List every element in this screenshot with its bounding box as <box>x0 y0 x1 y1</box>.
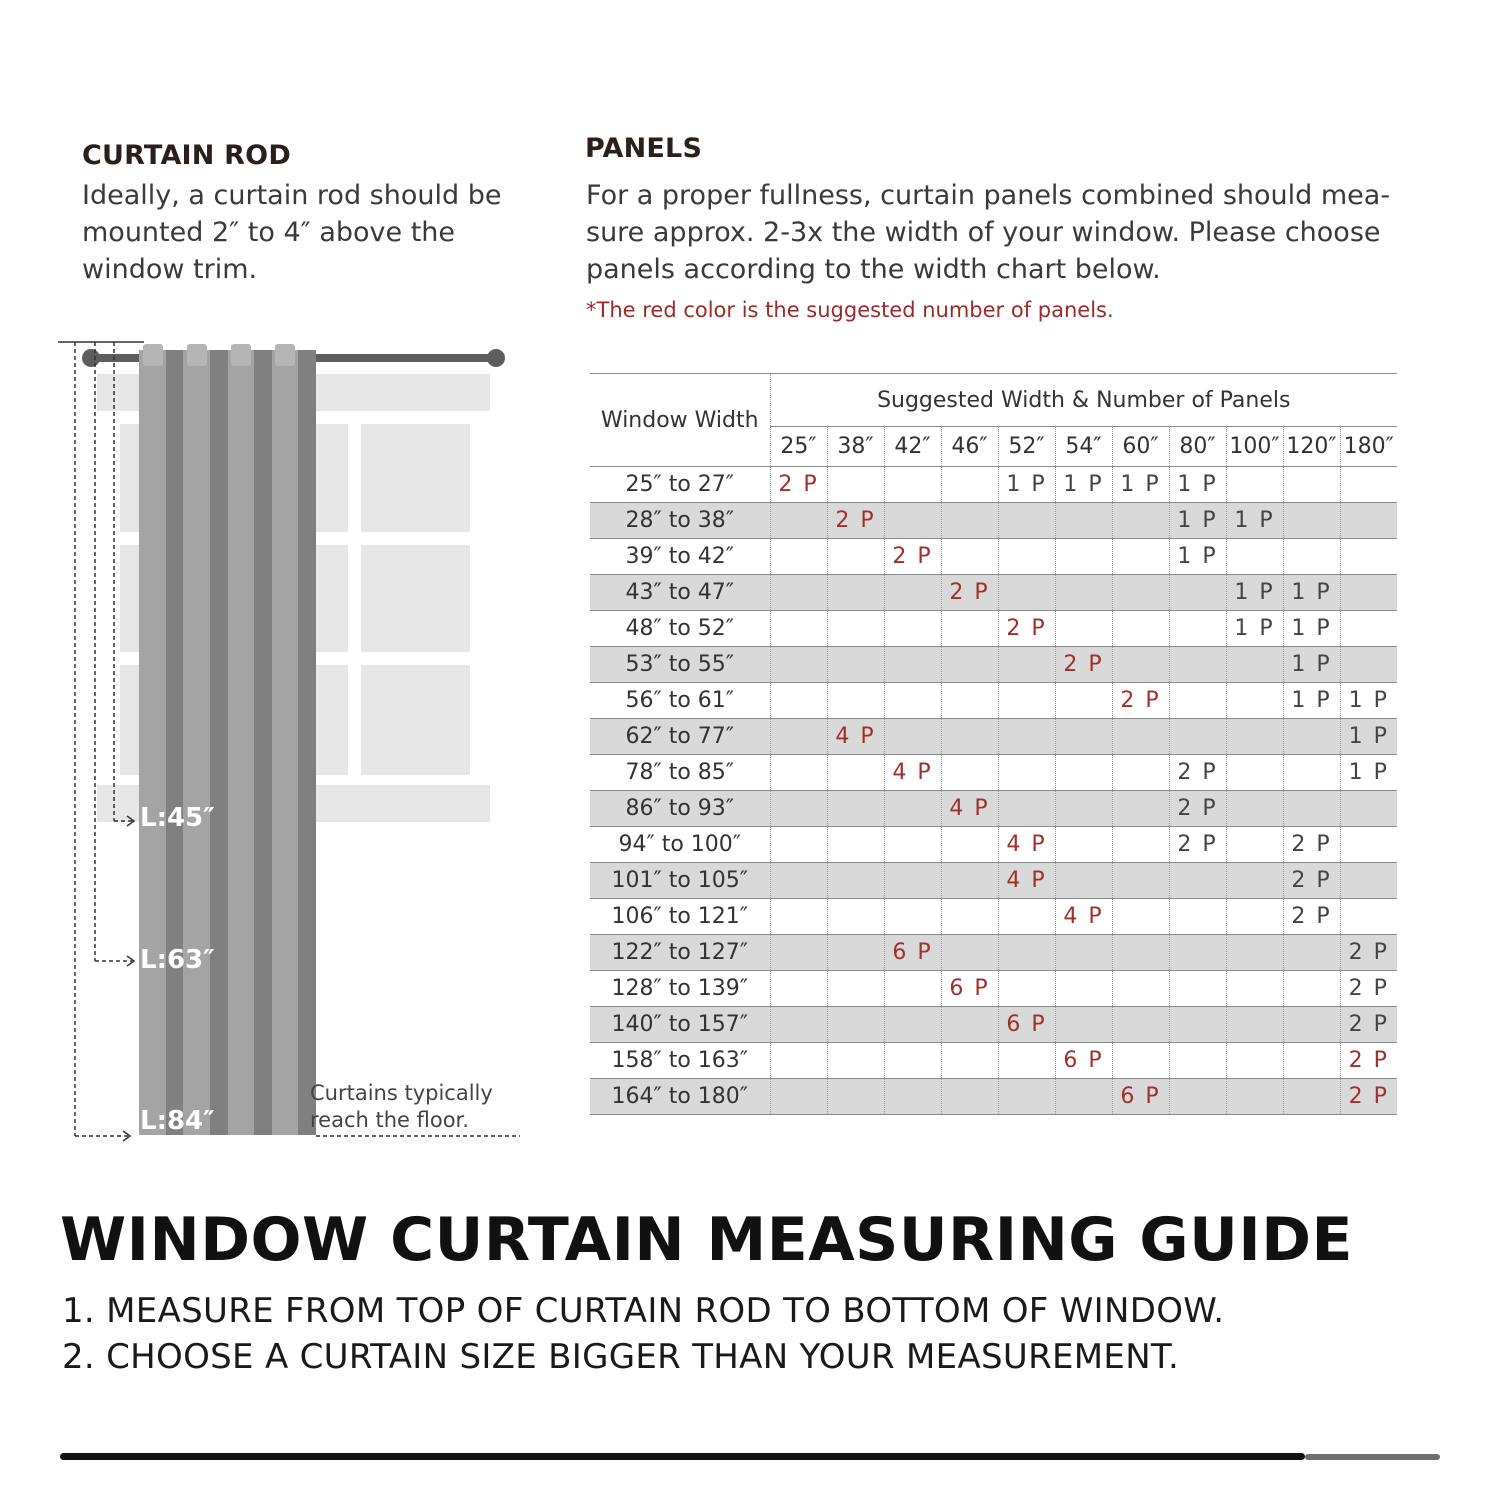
length-label-84: L:84″ <box>140 1106 215 1136</box>
curtain-fold <box>166 350 183 1135</box>
panel-count <box>1169 971 1226 1007</box>
panel-count <box>1340 827 1397 863</box>
panel-count <box>1283 1043 1340 1079</box>
window-width-range: 128″ to 139″ <box>590 971 770 1007</box>
panel-count <box>998 899 1055 935</box>
panel-count <box>1112 971 1169 1007</box>
panels-line: panels according to the width chart below. <box>586 254 1161 285</box>
table-row <box>590 1007 1397 1043</box>
panel-count <box>998 755 1055 791</box>
panel-count <box>998 791 1055 827</box>
panel-count <box>884 719 941 755</box>
suggested-panel-count: 6 P <box>1055 1043 1112 1079</box>
panel-count: 1 P <box>1169 503 1226 539</box>
panel-count <box>1283 971 1340 1007</box>
panel-count <box>1226 539 1283 575</box>
panel-count <box>1055 683 1112 719</box>
suggested-panel-count: 2 P <box>1112 683 1169 719</box>
window-pane <box>361 545 470 652</box>
floor-caption-line: reach the floor. <box>310 1108 469 1132</box>
panel-count <box>770 719 827 755</box>
suggested-panel-count: 4 P <box>941 791 998 827</box>
table-row <box>590 539 1397 575</box>
panel-count <box>1340 539 1397 575</box>
suggested-panel-count: 2 P <box>884 539 941 575</box>
panel-count <box>827 899 884 935</box>
panel-count <box>1226 1007 1283 1043</box>
panel-count <box>1283 539 1340 575</box>
window-width-range: 28″ to 38″ <box>590 503 770 539</box>
suggested-panel-count: 6 P <box>941 971 998 1007</box>
panel-count <box>1169 719 1226 755</box>
panel-count: 2 P <box>1283 899 1340 935</box>
panel-count <box>1112 935 1169 971</box>
guide-step-2: 2. CHOOSE A CURTAIN SIZE BIGGER THAN YOUR MEASUREMENT. <box>62 1337 1180 1377</box>
panel-count <box>941 827 998 863</box>
table-row <box>590 611 1397 647</box>
panel-count <box>998 1079 1055 1115</box>
panel-count <box>1340 791 1397 827</box>
window-width-range: 25″ to 27″ <box>590 467 770 503</box>
suggested-panel-count: 4 P <box>998 827 1055 863</box>
window-pane <box>361 424 470 532</box>
panel-count: 1 P <box>1169 467 1226 503</box>
panels-line: sure approx. 2-3x the width of your window. Please choose <box>586 217 1381 248</box>
table-row <box>590 899 1397 935</box>
suggested-panel-count: 2 P <box>998 611 1055 647</box>
panel-count <box>1169 863 1226 899</box>
panels-heading: PANELS <box>585 133 703 164</box>
panel-count <box>1226 863 1283 899</box>
suggested-panel-count: 6 P <box>1112 1079 1169 1115</box>
table-row <box>590 935 1397 971</box>
table-row <box>590 719 1397 755</box>
panel-count <box>1112 647 1169 683</box>
panel-count <box>770 647 827 683</box>
suggested-panel-count: 2 P <box>941 575 998 611</box>
panel-count: 1 P <box>1112 467 1169 503</box>
panel-count <box>941 1043 998 1079</box>
panel-count: 1 P <box>1283 575 1340 611</box>
panel-count <box>1340 503 1397 539</box>
panel-count <box>827 1079 884 1115</box>
window-width-header: Window Width <box>590 374 770 467</box>
curtain-fold <box>254 350 272 1135</box>
panel-count <box>1169 1079 1226 1115</box>
panel-count <box>884 899 941 935</box>
panel-count <box>827 539 884 575</box>
grommet <box>143 344 163 366</box>
panel-count <box>941 503 998 539</box>
panel-count: 1 P <box>998 467 1055 503</box>
panel-count <box>1340 575 1397 611</box>
table-row <box>590 683 1397 719</box>
panel-count <box>884 683 941 719</box>
panel-count <box>941 935 998 971</box>
suggested-panel-count: 4 P <box>884 755 941 791</box>
table-row <box>590 863 1397 899</box>
panel-count <box>998 539 1055 575</box>
panel-count <box>1226 935 1283 971</box>
panel-count <box>941 467 998 503</box>
table-row <box>590 1043 1397 1079</box>
guide-step-1: 1. MEASURE FROM TOP OF CURTAIN ROD TO BOTTOM OF WINDOW. <box>62 1291 1225 1331</box>
panel-count <box>1283 791 1340 827</box>
panel-size-table <box>590 373 1397 1115</box>
panel-count <box>998 971 1055 1007</box>
curtain-rod-description <box>82 177 501 288</box>
panel-count: 2 P <box>1340 971 1397 1007</box>
panel-count <box>998 935 1055 971</box>
panel-count <box>998 503 1055 539</box>
panel-count: 2 P <box>1283 863 1340 899</box>
panel-count <box>1226 755 1283 791</box>
panel-count <box>884 1043 941 1079</box>
panel-count <box>1226 683 1283 719</box>
panel-count <box>941 899 998 935</box>
table-row <box>590 971 1397 1007</box>
panel-count <box>941 863 998 899</box>
panel-count <box>1283 935 1340 971</box>
panel-count <box>1226 971 1283 1007</box>
panel-count <box>1340 611 1397 647</box>
window-width-range: 53″ to 55″ <box>590 647 770 683</box>
grommet <box>275 344 295 366</box>
panel-count <box>884 467 941 503</box>
panel-count <box>770 1079 827 1115</box>
panel-count: 2 P <box>1169 755 1226 791</box>
guide-title: WINDOW CURTAIN MEASURING GUIDE <box>60 1205 1354 1275</box>
suggested-panel-count: 2 P <box>827 503 884 539</box>
panel-count <box>770 1007 827 1043</box>
panels-line: For a proper fullness, curtain panels combined should mea- <box>586 180 1391 211</box>
panel-count: 2 P <box>1340 935 1397 971</box>
panel-count <box>770 827 827 863</box>
suggested-color-note: *The red color is the suggested number of panels. <box>586 298 1114 322</box>
curtain-fold <box>228 350 254 1135</box>
panel-count <box>1169 1043 1226 1079</box>
panel-count <box>1055 1007 1112 1043</box>
panel-count <box>1112 539 1169 575</box>
length-label-63: L:63″ <box>140 945 215 975</box>
panel-count: 2 P <box>1340 1007 1397 1043</box>
panel-count <box>1112 827 1169 863</box>
window-width-range: 158″ to 163″ <box>590 1043 770 1079</box>
panel-count: 2 P <box>1283 827 1340 863</box>
panel-count <box>1055 1079 1112 1115</box>
panel-count <box>1055 863 1112 899</box>
panel-count <box>1112 503 1169 539</box>
panel-count <box>941 683 998 719</box>
panel-count: 1 P <box>1283 611 1340 647</box>
panel-count <box>827 1043 884 1079</box>
table-row <box>590 1079 1397 1115</box>
panel-count <box>1055 719 1112 755</box>
panel-count <box>1226 647 1283 683</box>
panel-count <box>1055 935 1112 971</box>
panel-count <box>827 575 884 611</box>
panel-count <box>1055 503 1112 539</box>
panel-count <box>1055 611 1112 647</box>
panel-count <box>1055 539 1112 575</box>
rod-finial-left <box>82 349 100 367</box>
panel-count <box>1169 935 1226 971</box>
window-width-range: 78″ to 85″ <box>590 755 770 791</box>
panel-count <box>884 1079 941 1115</box>
panel-count <box>998 683 1055 719</box>
panel-count <box>884 647 941 683</box>
panel-count <box>827 611 884 647</box>
rod-finial-right <box>487 349 505 367</box>
panel-count <box>998 647 1055 683</box>
panel-count: 1 P <box>1340 719 1397 755</box>
length-label-45: L:45″ <box>140 803 215 833</box>
panel-count <box>941 719 998 755</box>
table-row <box>590 503 1397 539</box>
panel-count <box>770 1043 827 1079</box>
floor-caption-line: Curtains typically <box>310 1081 493 1105</box>
panel-count <box>884 827 941 863</box>
panel-count <box>827 791 884 827</box>
window-width-range: 48″ to 52″ <box>590 611 770 647</box>
panel-count <box>770 683 827 719</box>
panel-count <box>827 863 884 899</box>
panel-count: 1 P <box>1169 539 1226 575</box>
suggested-panel-count: 2 P <box>770 467 827 503</box>
panel-count <box>1055 791 1112 827</box>
panel-count <box>770 971 827 1007</box>
table-row <box>590 791 1397 827</box>
panel-count <box>998 1043 1055 1079</box>
panel-count <box>1055 827 1112 863</box>
panel-count <box>1340 647 1397 683</box>
size-header-cell: 100″ <box>1226 427 1283 467</box>
panel-count <box>827 755 884 791</box>
panel-count <box>1112 791 1169 827</box>
panel-count <box>770 899 827 935</box>
panel-count: 1 P <box>1055 467 1112 503</box>
panel-count <box>884 611 941 647</box>
curtain-fold <box>298 350 316 1135</box>
panel-count <box>1112 899 1169 935</box>
panel-count <box>770 575 827 611</box>
panel-count <box>1226 1043 1283 1079</box>
panel-count <box>1112 863 1169 899</box>
panel-count <box>827 467 884 503</box>
panel-count <box>1169 899 1226 935</box>
panel-count <box>884 863 941 899</box>
table-row <box>590 755 1397 791</box>
progress-bar-light <box>1305 1454 1440 1460</box>
panel-count <box>770 863 827 899</box>
curtain-diagram <box>50 330 550 1160</box>
curtain-rod-heading: CURTAIN ROD <box>82 140 291 171</box>
panel-count: 1 P <box>1283 683 1340 719</box>
panel-count <box>1283 755 1340 791</box>
curtain-rod-line: window trim. <box>82 254 258 285</box>
window-width-range: 94″ to 100″ <box>590 827 770 863</box>
panel-count: 1 P <box>1340 755 1397 791</box>
panel-count <box>1055 575 1112 611</box>
window-width-range: 140″ to 157″ <box>590 1007 770 1043</box>
panel-count <box>1169 647 1226 683</box>
suggested-panel-count: 2 P <box>1055 647 1112 683</box>
panel-count <box>1283 1079 1340 1115</box>
panel-count <box>1112 575 1169 611</box>
size-header-cell: 52″ <box>998 427 1055 467</box>
suggested-panel-count: 2 P <box>1340 1043 1397 1079</box>
panel-count <box>1112 719 1169 755</box>
panel-count <box>1283 503 1340 539</box>
grommet <box>231 344 251 366</box>
curtain-fold <box>183 350 210 1135</box>
panel-count <box>884 1007 941 1043</box>
size-header-cell: 60″ <box>1112 427 1169 467</box>
panel-count <box>827 971 884 1007</box>
panel-count <box>941 1007 998 1043</box>
panel-count: 1 P <box>1226 503 1283 539</box>
size-header-cell: 54″ <box>1055 427 1112 467</box>
panel-count <box>884 575 941 611</box>
panel-count <box>1112 1043 1169 1079</box>
floor-caption <box>310 1080 493 1134</box>
panel-count <box>1112 611 1169 647</box>
progress-bar-dark <box>60 1453 1305 1460</box>
panel-count <box>1169 683 1226 719</box>
panel-count <box>1055 755 1112 791</box>
panel-count <box>1112 1007 1169 1043</box>
panel-count <box>770 539 827 575</box>
suggested-panel-count: 4 P <box>1055 899 1112 935</box>
suggested-panel-count: 6 P <box>998 1007 1055 1043</box>
panel-count <box>1226 791 1283 827</box>
panel-count <box>884 971 941 1007</box>
panel-count <box>998 575 1055 611</box>
window-width-range: 106″ to 121″ <box>590 899 770 935</box>
panel-count <box>1169 575 1226 611</box>
grommet <box>187 344 207 366</box>
panel-count: 2 P <box>1169 791 1226 827</box>
panel-count <box>1226 827 1283 863</box>
suggested-panel-count: 2 P <box>1340 1079 1397 1115</box>
panel-count <box>884 503 941 539</box>
window-width-range: 101″ to 105″ <box>590 863 770 899</box>
panel-count <box>884 791 941 827</box>
panel-count <box>941 647 998 683</box>
window-width-range: 122″ to 127″ <box>590 935 770 971</box>
window-width-range: 43″ to 47″ <box>590 575 770 611</box>
panel-count <box>1226 1079 1283 1115</box>
panel-count: 1 P <box>1340 683 1397 719</box>
size-header-cell: 42″ <box>884 427 941 467</box>
panel-count <box>1283 1007 1340 1043</box>
curtain-rod-line: mounted 2″ to 4″ above the <box>82 217 456 248</box>
panel-count <box>1112 755 1169 791</box>
window-width-range: 56″ to 61″ <box>590 683 770 719</box>
curtain-fold <box>210 350 228 1135</box>
panel-count <box>1226 719 1283 755</box>
window-width-range: 39″ to 42″ <box>590 539 770 575</box>
panel-count <box>1340 467 1397 503</box>
curtain-rod-line: Ideally, a curtain rod should be <box>82 180 502 211</box>
size-header-cell: 180″ <box>1340 427 1397 467</box>
panel-count <box>827 1007 884 1043</box>
panel-count <box>941 755 998 791</box>
suggested-width-header: Suggested Width & Number of Panels <box>770 374 1397 427</box>
panel-count <box>1226 467 1283 503</box>
panel-count: 1 P <box>1226 575 1283 611</box>
curtain-fold <box>272 350 298 1135</box>
window-width-range: 86″ to 93″ <box>590 791 770 827</box>
suggested-panel-count: 4 P <box>998 863 1055 899</box>
panel-count <box>1055 971 1112 1007</box>
table-row <box>590 575 1397 611</box>
panel-count <box>1169 611 1226 647</box>
panel-count <box>770 791 827 827</box>
panel-count <box>770 935 827 971</box>
panel-count <box>827 647 884 683</box>
panel-count <box>827 683 884 719</box>
size-header-cell: 25″ <box>770 427 827 467</box>
table-row <box>590 827 1397 863</box>
panel-count <box>1283 467 1340 503</box>
panel-count <box>827 935 884 971</box>
size-header-cell: 120″ <box>1283 427 1340 467</box>
panel-count <box>998 719 1055 755</box>
size-header-cell: 80″ <box>1169 427 1226 467</box>
panel-count: 2 P <box>1169 827 1226 863</box>
table-row <box>590 647 1397 683</box>
panel-count: 1 P <box>1283 647 1340 683</box>
size-header-cell: 38″ <box>827 427 884 467</box>
window-pane <box>361 665 470 775</box>
window-width-range: 62″ to 77″ <box>590 719 770 755</box>
size-table-body <box>590 467 1397 1115</box>
window-width-range: 164″ to 180″ <box>590 1079 770 1115</box>
panel-count <box>770 503 827 539</box>
suggested-panel-count: 6 P <box>884 935 941 971</box>
panel-count <box>941 1079 998 1115</box>
panel-count <box>1340 899 1397 935</box>
panel-size-table-wrap <box>590 373 1397 1115</box>
table-row <box>590 467 1397 503</box>
panel-count <box>770 755 827 791</box>
curtain-fold <box>139 350 166 1135</box>
panel-count <box>1340 863 1397 899</box>
suggested-panel-count: 4 P <box>827 719 884 755</box>
panel-count: 1 P <box>1226 611 1283 647</box>
panel-count <box>1283 719 1340 755</box>
panel-count <box>1226 899 1283 935</box>
panel-count <box>1169 1007 1226 1043</box>
panel-count <box>770 611 827 647</box>
panel-count <box>941 611 998 647</box>
panels-description <box>586 177 1390 288</box>
size-header-cell: 46″ <box>941 427 998 467</box>
panel-count <box>827 827 884 863</box>
panel-count <box>941 539 998 575</box>
